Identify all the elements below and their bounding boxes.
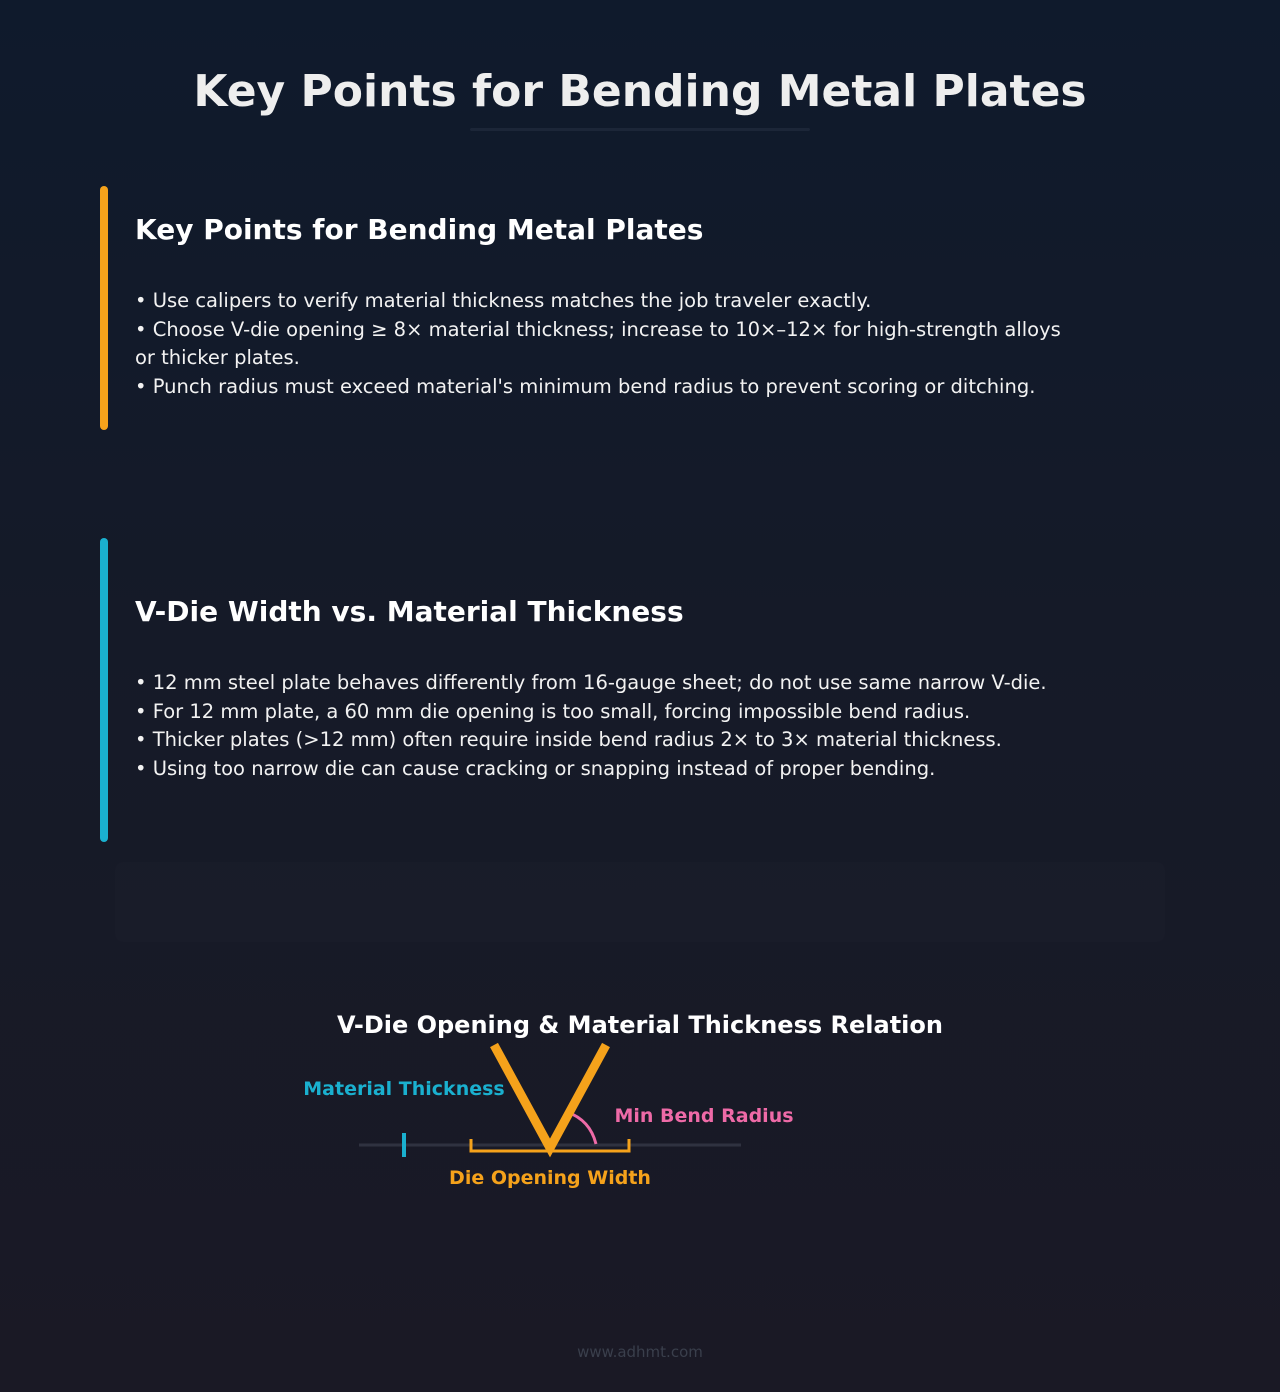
section-heading: V-Die Width vs. Material Thickness bbox=[135, 595, 684, 628]
bullet-item: • Use calipers to verify material thickness matches the job traveler exactly. bbox=[135, 289, 872, 312]
bullet-list bbox=[135, 669, 1075, 783]
section-vdie-width bbox=[100, 538, 1100, 842]
vdie-diagram bbox=[0, 990, 1280, 1220]
background-panel bbox=[115, 862, 1165, 942]
page-title: Key Points for Bending Metal Plates bbox=[193, 66, 1087, 117]
bullet-item: • Thicker plates (>12 mm) often require inside bend radius 2× to 3× material thickness. bbox=[135, 728, 1002, 752]
title-underline bbox=[470, 128, 810, 131]
bullet-item: • For 12 mm plate, a 60 mm die opening is too small, forcing impossible bend radius. bbox=[135, 699, 971, 723]
bullet-item: • Choose V-die opening ≥ 8× material thickness; increase to 10×–12× for high-strength alloys or thicker plates. bbox=[135, 317, 1061, 370]
section-key-points bbox=[100, 186, 1100, 430]
bullet-item: • 12 mm steel plate behaves differently from 16-gauge sheet; do not use same narrow V-die. bbox=[135, 671, 1047, 694]
bullet-item: • Using too narrow die can cause cracking or snapping instead of proper bending. bbox=[135, 756, 936, 780]
bullet-list bbox=[135, 287, 1075, 401]
footer-url: www.adhmt.com bbox=[577, 1343, 703, 1361]
min-bend-radius-label: Min Bend Radius bbox=[614, 1105, 794, 1127]
v-die-shape bbox=[494, 1045, 606, 1148]
section-heading: Key Points for Bending Metal Plates bbox=[135, 213, 704, 246]
diagram-title: V-Die Opening & Material Thickness Relation bbox=[337, 1011, 943, 1039]
section-accent-bar bbox=[100, 538, 108, 842]
section-accent-bar bbox=[100, 186, 108, 430]
material-thickness-label: Material Thickness bbox=[303, 1078, 505, 1100]
bullet-item: • Punch radius must exceed material's minimum bend radius to prevent scoring or ditching. bbox=[135, 374, 1036, 398]
die-opening-width-label: Die Opening Width bbox=[449, 1167, 651, 1189]
